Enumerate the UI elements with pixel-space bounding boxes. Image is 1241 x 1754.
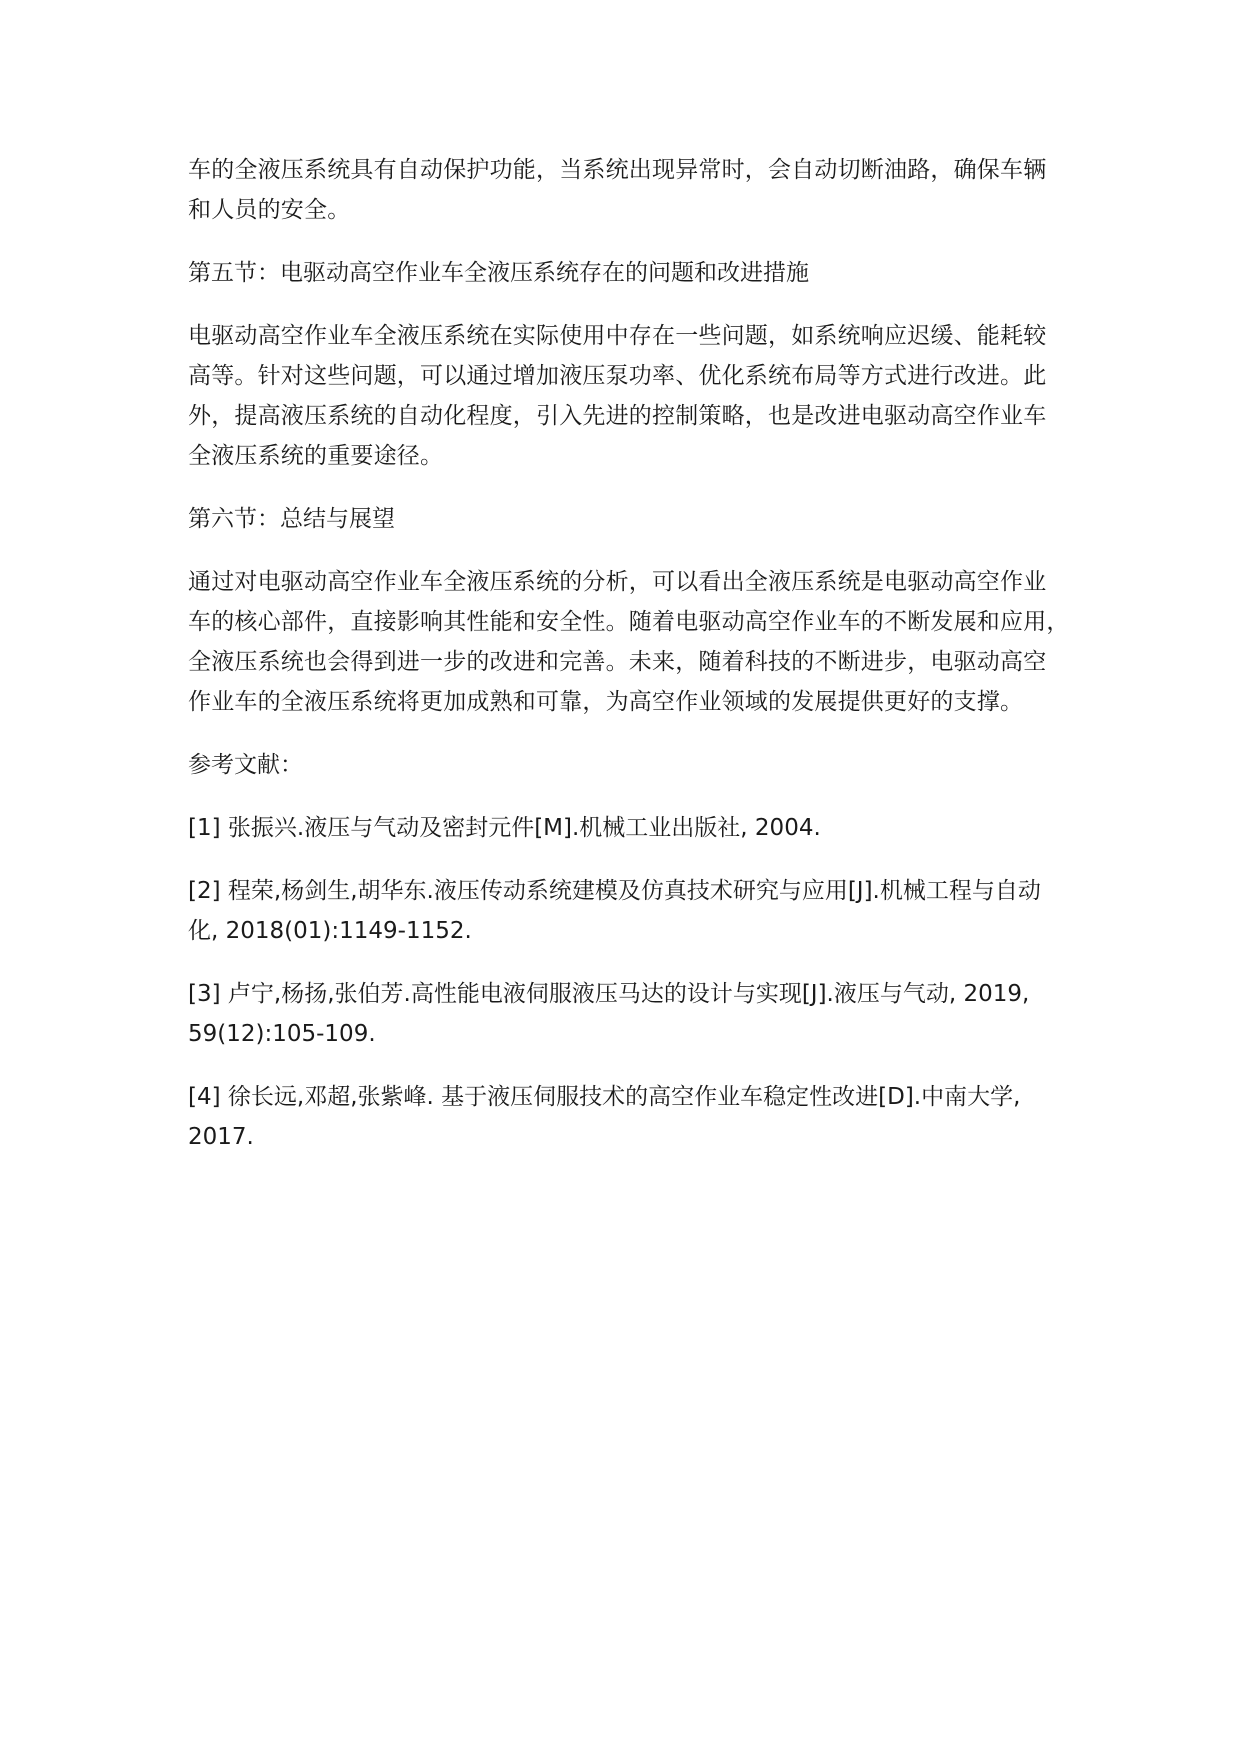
section6-paragraph [188,562,1068,722]
reference-item-3 [188,974,1068,1054]
section6-line-4: 作业车的全液压系统将更加成熟和可靠，为高空作业领域的发展提供更好的支撑。 [188,689,1024,715]
section5-line-3: 外，提高液压系统的自动化程度，引入先进的控制策略，也是改进电驱动高空作业车 [188,403,1047,429]
document-page [188,150,1068,1180]
section5-heading: 第五节：电驱动高空作业车全液压系统存在的问题和改进措施 [188,260,809,286]
reference-item-1 [188,808,1068,848]
reference-3-line-1: [3] 卢宁,杨扬,张伯芳.高性能电液伺服液压马达的设计与实现[J].液压与气动, 2019, [188,981,1030,1007]
reference-1-line-1: [1] 张振兴.液压与气动及密封元件[M].机械工业出版社, 2004. [188,815,821,841]
section5-line-2: 高等。针对这些问题，可以通过增加液压泵功率、优化系统布局等方式进行改进。此 [188,363,1047,389]
intro-line-1: 车的全液压系统具有自动保护功能，当系统出现异常时，会自动切断油路，确保车辆 [188,157,1047,183]
section6-line-2: 车的核心部件，直接影响其性能和安全性。随着电驱动高空作业车的不断发展和应用， [188,609,1070,635]
reference-3-line-2: 59(12):105-109. [188,1021,376,1047]
reference-item-2 [188,871,1068,951]
reference-4-line-2: 2017. [188,1124,254,1150]
reference-2-line-2: 化, 2018(01):1149-1152. [188,918,472,944]
section5-line-1: 电驱动高空作业车全液压系统在实际使用中存在一些问题，如系统响应迟缓、能耗较 [188,323,1047,349]
reference-2-line-1: [2] 程荣,杨剑生,胡华东.液压传动系统建模及仿真技术研究与应用[J].机械工程与自动 [188,878,1041,904]
reference-item-4 [188,1077,1068,1157]
section6-line-1: 通过对电驱动高空作业车全液压系统的分析，可以看出全液压系统是电驱动高空作业 [188,569,1047,595]
section5-paragraph [188,316,1068,476]
section6-line-3: 全液压系统也会得到进一步的改进和完善。未来，随着科技的不断进步，电驱动高空 [188,649,1047,675]
section5-line-4: 全液压系统的重要途径。 [188,443,444,469]
references-title: 参考文献： [188,752,303,778]
intro-paragraph [188,150,1068,230]
section6-heading: 第六节：总结与展望 [188,506,395,532]
intro-line-2: 和人员的安全。 [188,197,351,223]
reference-4-line-1: [4] 徐长远,邓超,张紫峰. 基于液压伺服技术的高空作业车稳定性改进[D].中南大学, [188,1084,1021,1110]
